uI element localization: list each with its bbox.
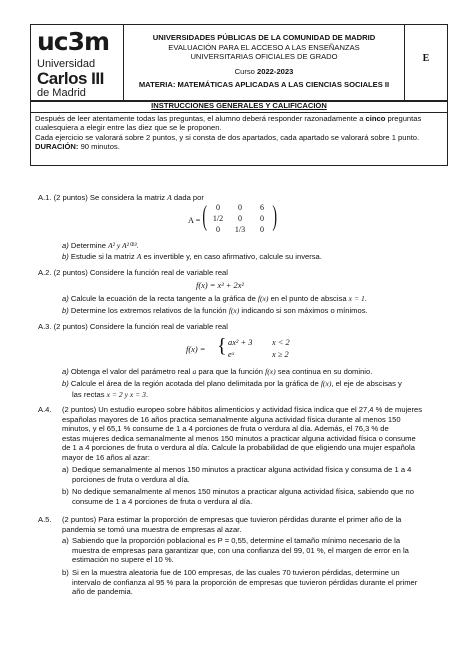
a4-line: mayor de 16 años al azar:: [62, 452, 150, 462]
matrix-cell: 0: [216, 203, 220, 212]
a5-part-a: [72, 536, 442, 565]
question-a5-body: [62, 515, 442, 534]
subject-label: MATERIA:: [138, 80, 178, 90]
duration-label: DURACIÓN:: [35, 142, 79, 152]
exam-letter: E: [422, 53, 430, 64]
instructions-duration: [35, 142, 443, 151]
a3-brace: {: [217, 335, 227, 357]
a1-matrix-lhs: A =: [188, 216, 201, 225]
instructions-body: [35, 114, 443, 152]
instructions-p1a: Después de leer atentamente todas las preguntas, el alumno deberá responder razonadamente a: [35, 114, 366, 123]
matrix-cell: 1/2: [212, 214, 224, 223]
matrix-right-paren: ): [272, 201, 277, 232]
question-a3-head: A.3. (2 puntos) Considere la función real de variable real: [38, 322, 228, 331]
a2-a-math2: x = 1: [348, 294, 365, 303]
a3-b-text: Calcule el área de la región acotada del plano delimitada por la gráfica de: [70, 379, 321, 388]
a2-a-math: f(x): [257, 294, 269, 303]
a1-head-var: A: [167, 193, 172, 202]
header-line-2: EVALUACIÓN PARA EL ACCESO A LAS ENSEÑANZAS: [168, 42, 360, 52]
a5-line: (2 puntos) Para estimar la proporción de empresas que tuvieron pérdidas durante el primer año de la: [62, 515, 402, 524]
a2-function: f(x) = x³ + 2x²: [196, 281, 244, 290]
a3-b-end: , el eje de abscisas y: [331, 379, 402, 388]
matrix-left-paren: (: [202, 201, 207, 232]
a5-part-a-label: a): [62, 536, 69, 545]
a4-part-b-label: b): [62, 487, 69, 496]
a3-a-end: sea continua en su dominio.: [275, 367, 373, 376]
a1-a-text: Determine: [70, 241, 109, 250]
a4-line: españolas mayores de 16 años practica semanalmente alguna actividad física durante al menos 150: [62, 414, 401, 424]
a3-a-math: a: [192, 367, 197, 376]
exam-version-cell: [405, 25, 447, 101]
a3-part-b: [62, 379, 402, 389]
header-center: [124, 25, 405, 101]
a5-a-line: estimación no supere el 10 %.: [72, 555, 174, 565]
a5-a-line: Sabiendo que la proporción poblacional es P = 0,55, determine el tamaño mínimo necesario de la: [72, 536, 401, 545]
a3-case1: ax² + 3: [228, 338, 253, 347]
a2-b-end: indicando si son máximos o mínimos.: [239, 306, 368, 315]
university-logo: [31, 25, 124, 101]
a3-a-label: a): [62, 367, 69, 376]
a3-function-lhs: f(x) =: [186, 345, 206, 354]
a3-a-mid: para que la función: [196, 367, 266, 376]
a3-b-line2m: x = 2 y x = 3: [106, 390, 146, 399]
a3-b-label: b): [62, 379, 69, 388]
a3-a-math2: f(x): [265, 367, 276, 376]
instructions-title: INSTRUCCIONES GENERALES Y CALIFICACIÓN: [31, 101, 447, 113]
a5-a-line: muestra de empresas para garantizar que, con una confianza del 99, 01 %, el margen de error en la: [72, 545, 409, 555]
instructions-p1b: cinco: [365, 114, 386, 123]
matrix-cell: 6: [260, 203, 264, 212]
exam-header: [30, 24, 448, 102]
a3-cond1: x < 2: [272, 338, 290, 347]
instructions-p2: cualesquiera a elegir entre las diez que se le proponen.: [35, 123, 222, 133]
logo-line-3: de Madrid: [37, 87, 86, 99]
a5-b-line: intervalo de confianza al 95 % para la proporción de empresas que tuvieron pérdidas durante el primer: [72, 577, 418, 587]
a4-b-line: No dedique semanalmente al menos 150 minutos a practicar alguna actividad física, sabiendo que no: [72, 487, 414, 496]
a1-b-end: es invertible y, en caso afirmativo, calcule su inversa.: [141, 252, 322, 261]
a5-line: pandemia se tomó una muestra de empresas al azar.: [62, 524, 242, 534]
instructions-box: [30, 100, 448, 166]
logo-wordmark: uc3m: [37, 27, 110, 56]
a2-b-label: b): [62, 306, 69, 315]
a4-line: de 1 a 4 porciones de fruta o verdura al día. Calcule la probabilidad de que eligiendo una mujer española: [62, 443, 415, 453]
a5-part-b-label: b): [62, 568, 69, 577]
matrix-cell: 0: [238, 203, 242, 212]
logo-line-2: Carlos III: [37, 69, 104, 88]
a2-part-a: [62, 294, 367, 304]
question-a4-body: [62, 405, 442, 463]
a1-part-a: [62, 241, 139, 251]
a4-b-line: consume de 1 a 4 porciones de fruta o verdura al día.: [72, 496, 253, 506]
a4-line: estas mujeres dedica semanalmente al menos 150 minutos a practicar alguna actividad física o consume: [62, 433, 416, 443]
a2-a-text: Calcule la ecuación de la recta tangente a la gráfica de: [70, 294, 258, 303]
matrix-cell: 0: [238, 214, 242, 223]
a1-b-text: Estudie si la matriz: [70, 252, 137, 261]
matrix-cell: 0: [260, 225, 264, 234]
instructions-p1: [35, 114, 443, 123]
a1-head-text: A.1. (2 puntos) Se considera la matriz: [38, 193, 168, 202]
a3-b-line2e: .: [145, 390, 149, 399]
header-line-3: UNIVERSITARIAS OFICIALES DE GRADO: [190, 52, 338, 62]
header-line-1: UNIVERSIDADES PÚBLICAS DE LA COMUNIDAD DE MADRID: [152, 33, 376, 42]
a3-a-text: Obtenga el valor del parámetro real: [70, 367, 193, 376]
a2-part-b: [62, 306, 368, 316]
subject-value: MATEMÁTICAS APLICADAS A LAS CIENCIAS SOCIALES II: [177, 80, 390, 90]
instructions-p1c: preguntas: [385, 114, 422, 123]
course-value: 2022-2023: [257, 66, 294, 76]
a5-b-line: Si en la muestra aleatoria fue de 100 empresas, de las cuales 70 tuvieron pérdidas, determine un: [72, 568, 400, 577]
question-a5-num: A.5.: [38, 515, 52, 524]
a5-b-line: año de pandemia.: [72, 587, 133, 597]
a4-part-a: [72, 465, 442, 484]
matrix-cell: 0: [216, 225, 220, 234]
matrix-cell: 0: [260, 214, 264, 223]
a4-a-line: Dedique semanalmente al menos 150 minutos a practicar alguna actividad física y consuma de 1 a 4: [72, 465, 412, 474]
a1-matrix: [202, 201, 277, 239]
matrix-cell: 1/3: [234, 225, 246, 234]
a4-line: minutos, y el 65,1 % consume de 1 a 4 porciones de fruta o verdura al día. Además, el 76,3 % de: [62, 424, 389, 434]
a1-a-end: .: [136, 241, 139, 250]
instructions-p3: Cada ejercicio se valorará sobre 2 puntos, y si consta de dos apartados, cada apartado se valorará sobre 1 punto.: [35, 132, 420, 142]
a4-part-b: [72, 487, 442, 506]
a5-part-b: [72, 568, 442, 597]
a1-part-b: [62, 252, 322, 262]
subject-line: [124, 80, 404, 90]
a3-case2: eˣ: [228, 350, 235, 359]
a1-b-math: A: [136, 252, 142, 261]
logo-line-1: Universidad: [37, 58, 96, 70]
course-label: Curso: [234, 66, 258, 76]
a2-a-mid: en el punto de abscisa: [268, 294, 349, 303]
a2-b-text: Determine los extremos relativos de la función: [70, 306, 229, 315]
a2-a-label: a): [62, 294, 69, 303]
question-a2-head: A.2. (2 puntos) Considere la función real de variable real: [38, 268, 228, 277]
question-a1-head: [38, 193, 204, 203]
question-a4-num: A.4.: [38, 405, 52, 414]
a4-line: (2 puntos) Un estudio europeo sobre hábitos alimenticios y actividad física indica que el 27,4 % de mujeres: [62, 405, 423, 414]
a4-part-a-label: a): [62, 465, 69, 474]
a3-part-b-line2: [72, 390, 148, 400]
a3-b-line2a: las rectas: [72, 390, 107, 399]
a3-cond2: x ≥ 2: [272, 350, 289, 359]
a1-a-math: A² y A²⁰²³: [108, 241, 137, 250]
duration-value: 90 minutos.: [78, 142, 120, 152]
a2-b-math: f(x): [228, 306, 240, 315]
a1-head-end: dada por: [171, 193, 204, 202]
a3-b-math: f(x): [320, 379, 332, 388]
a2-a-end: .: [364, 294, 367, 303]
a4-a-line: porciones de fruta o verdura al día.: [72, 474, 190, 484]
a1-b-label: b): [62, 252, 69, 261]
course-line: [124, 67, 404, 77]
a3-part-a: [62, 367, 372, 377]
a1-a-label: a): [62, 241, 69, 250]
